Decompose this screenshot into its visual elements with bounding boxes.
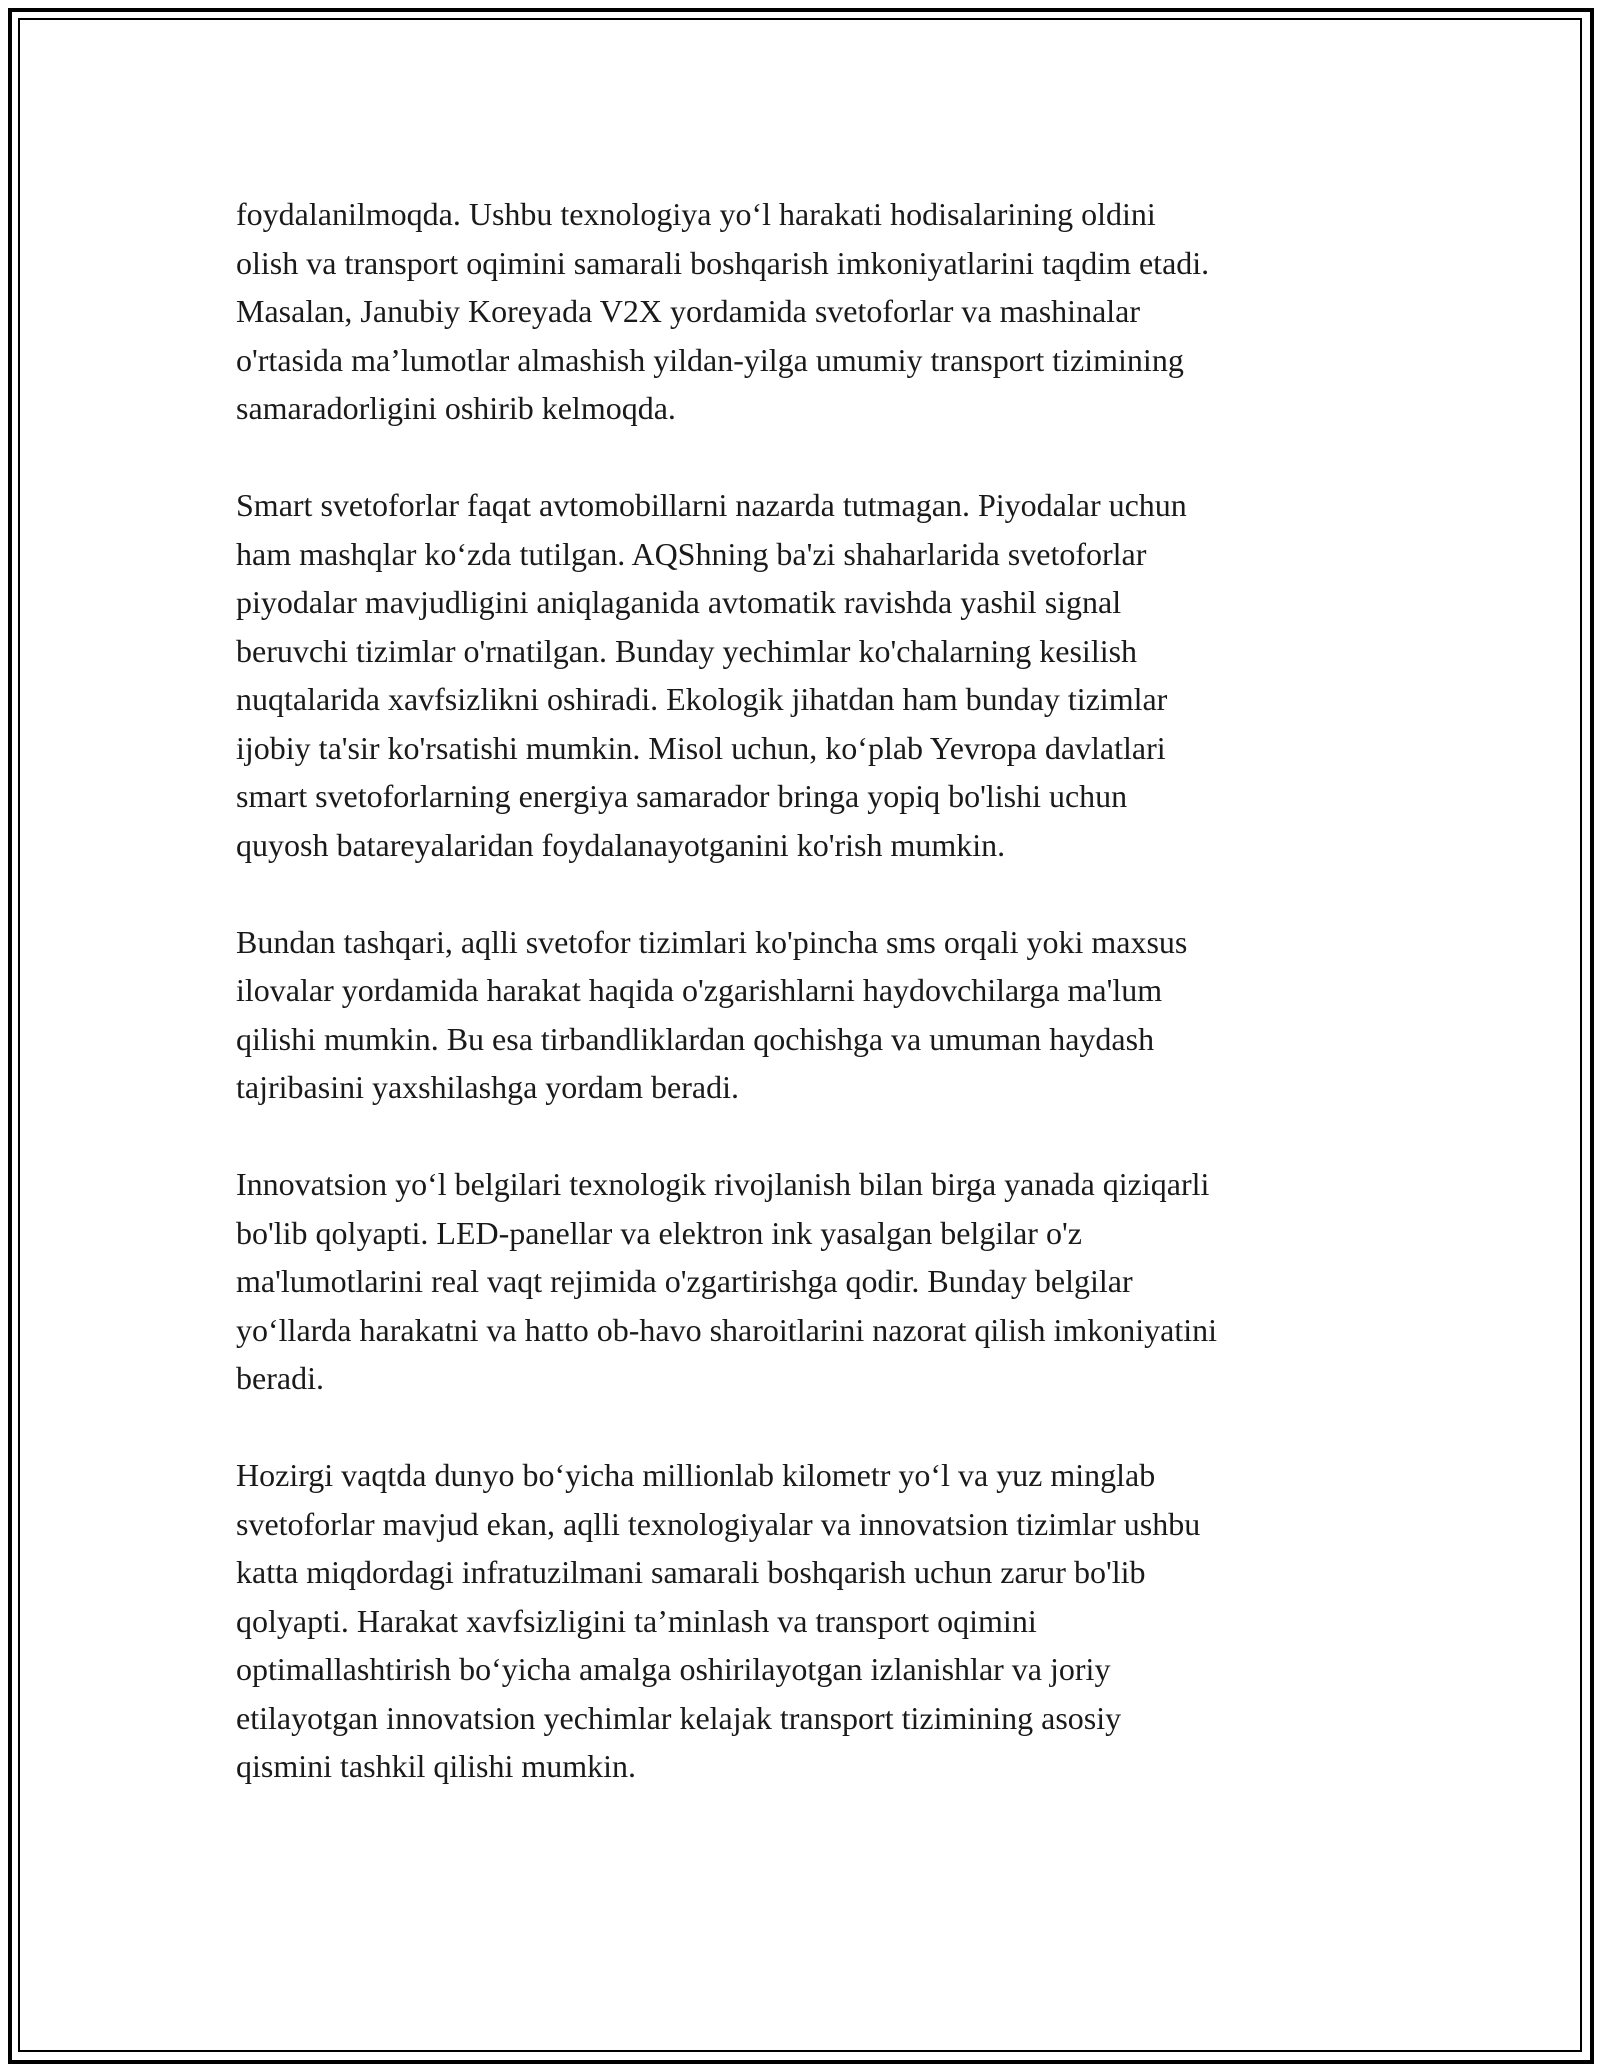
text-line: beradi. bbox=[236, 1360, 324, 1396]
text-line: ham mashqlar ko‘zda tutilgan. AQShning ba'zi shaharlarida svetoforlar bbox=[236, 535, 1147, 572]
paragraph-3 bbox=[236, 918, 1366, 1112]
text-line: qismini tashkil qilishi mumkin. bbox=[236, 1748, 637, 1784]
text-line: beruvchi tizimlar o'rnatilgan. Bunday yechimlar ko'chalarning kesilish bbox=[236, 632, 1138, 669]
text-line: etilayotgan innovatsion yechimlar kelajak transport tizimining asosiy bbox=[236, 1699, 1122, 1736]
text-line: bo'lib qolyapti. LED-panellar va elektron ink yasalgan belgilar o'z bbox=[236, 1214, 1082, 1251]
text-line: olish va transport oqimini samarali boshqarish imkoniyatlarini taqdim etadi. bbox=[236, 244, 1210, 281]
document-body bbox=[236, 190, 1366, 1839]
text-line: ilovalar yordamida harakat haqida o'zgarishlarni haydovchilarga ma'lum bbox=[236, 972, 1163, 1008]
text-line: katta miqdordagi infratuzilmani samarali boshqarish uchun zarur bo'lib bbox=[236, 1554, 1146, 1590]
text-line: ma'lumotlarini real vaqt rejimida o'zgartirishga qodir. Bunday belgilar bbox=[236, 1263, 1133, 1299]
text-line: piyodalar mavjudligini aniqlaganida avtomatik ravishda yashil signal bbox=[236, 584, 1122, 620]
text-line: foydalanilmoqda. Ushbu texnologiya yo‘l harakati hodisalarining oldini bbox=[236, 196, 1156, 232]
text-line: optimallashtirish bo‘yicha amalga oshirilayotgan izlanishlar va joriy bbox=[236, 1651, 1111, 1687]
paragraph-1 bbox=[236, 190, 1366, 433]
text-line: smart svetoforlarning energiya samarador bringa yopiq bo'lishi uchun bbox=[236, 778, 1128, 814]
text-line: samaradorligini oshirib kelmoqda. bbox=[236, 390, 676, 426]
text-line: nuqtalarida xavfsizlikni oshiradi. Ekologik jihatdan ham bunday tizimlar bbox=[236, 681, 1168, 717]
text-line: o'rtasida ma’lumotlar almashish yildan-yilga umumiy transport tizimining bbox=[236, 341, 1184, 378]
text-line: yo‘llarda harakatni va hatto ob-havo sharoitlarini nazorat qilish imkoniyatini bbox=[236, 1311, 1218, 1348]
text-line: svetoforlar mavjud ekan, aqlli texnologiyalar va innovatsion tizimlar ushbu bbox=[236, 1505, 1201, 1542]
paragraph-2 bbox=[236, 481, 1366, 869]
text-line: tajribasini yaxshilashga yordam beradi. bbox=[236, 1069, 739, 1105]
text-line: qilishi mumkin. Bu esa tirbandliklardan qochishga va umuman haydash bbox=[236, 1020, 1155, 1057]
text-line: qolyapti. Harakat xavfsizligini ta’minlash va transport oqimini bbox=[236, 1602, 1037, 1639]
text-line: Masalan, Janubiy Koreyada V2X yordamida svetoforlar va mashinalar bbox=[236, 293, 1141, 329]
text-line: Smart svetoforlar faqat avtomobillarni nazarda tutmagan. Piyodalar uchun bbox=[236, 487, 1187, 523]
paragraph-5 bbox=[236, 1451, 1366, 1791]
paragraph-4 bbox=[236, 1160, 1366, 1403]
text-line: Innovatsion yo‘l belgilari texnologik rivojlanish bilan birga yanada qiziqarli bbox=[236, 1166, 1210, 1202]
text-line: ijobiy ta'sir ko'rsatishi mumkin. Misol uchun, ko‘plab Yevropa davlatlari bbox=[236, 729, 1166, 766]
text-line: Bundan tashqari, aqlli svetofor tizimlari ko'pincha sms orqali yoki maxsus bbox=[236, 923, 1188, 960]
text-line: Hozirgi vaqtda dunyo bo‘yicha millionlab kilometr yo‘l va yuz minglab bbox=[236, 1457, 1156, 1493]
text-line: quyosh batareyalaridan foydalanayotganini ko'rish mumkin. bbox=[236, 826, 1006, 863]
